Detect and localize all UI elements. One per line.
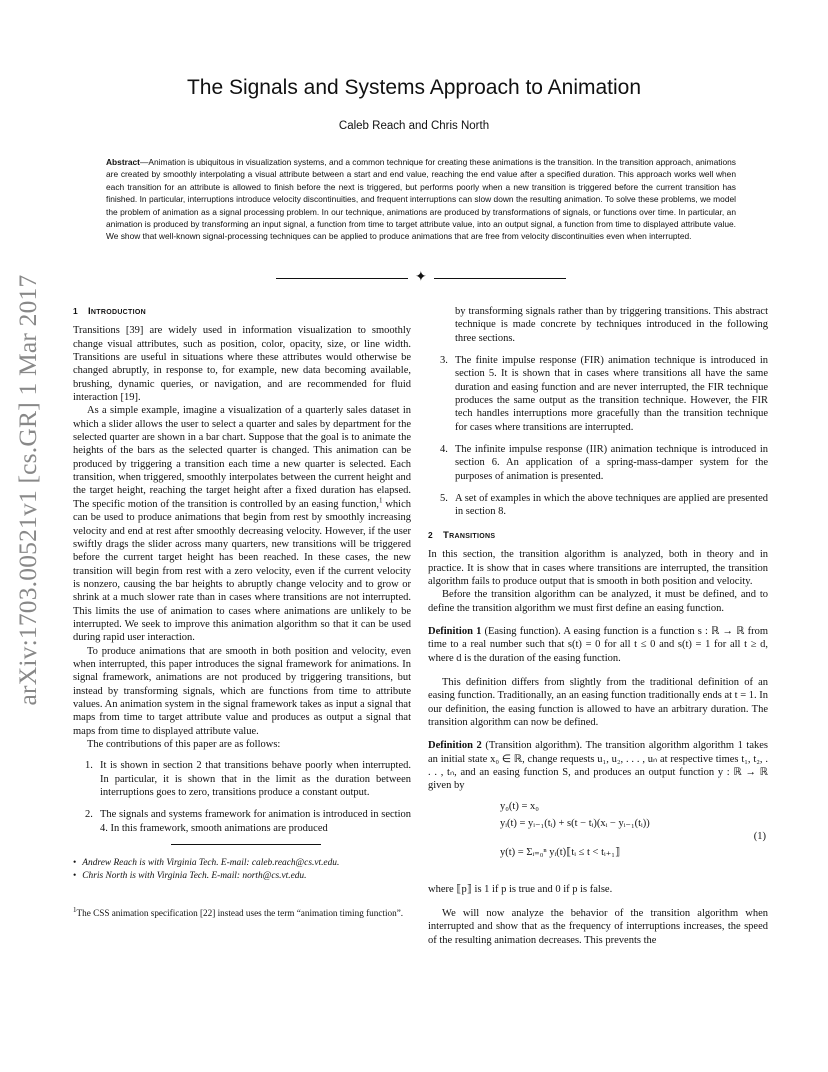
list-item-continued: by transforming signals rather than by triggering transitions. This abstract technique is made concrete by techniques introduced in the following three sections. <box>455 306 768 344</box>
equation-1 <box>428 800 768 874</box>
section-divider <box>276 270 566 285</box>
divider-line-right <box>434 278 566 279</box>
paper-authors: Caleb Reach and Chris North <box>338 120 490 132</box>
abstract <box>106 156 736 243</box>
section-1-heading <box>73 305 411 318</box>
section-title: Introduction <box>87 306 146 317</box>
transitions-paragraph-5: We will now analyze the behavior of the transition algorithm when interrupted and show that as the frequency of interruptions increases, the speed of the resulting animation decreases. This prevents the <box>428 908 768 946</box>
abstract-text: —Animation is ubiquitous in visualization systems, and a common technique for creating these animations is the transition. In the transition approach, animations are created by smoothly interpolating a visual attribute between a start and end value, reaching the end value after a specified duration. This approach works well when each transition for an attribute is allowed to finish before the next is triggered, but performs poorly when a new transition is triggered before the current transition has finished. In particular, interruptions introduce velocity discontinuities, and frequent interruptions can slow down the resulting animation. To solve these problems, we model the problem of animation as a signal processing problem. In our technique, animations are produced by transformations of signals, or functions over time. In particular, an animation is produced by transforming an input signal, a function from time to target attribute value, into an output signal, a function from time to displayed attribute value. We show that well-known signal-processing techniques can be applied to produce animations that are free from velocity discontinuities even when interrupted. <box>106 157 736 242</box>
equation-line-3: y(t) = Σᵢ₌₀ⁿ yᵢ(t)⟦tᵢ ≤ t < tᵢ₊₁⟧ <box>500 846 621 858</box>
affiliations <box>73 857 411 883</box>
affiliation-1: • Andrew Reach is with Virginia Tech. E-mail: caleb.reach@cs.vt.edu. <box>73 857 340 868</box>
equation-number: (1) <box>753 830 766 842</box>
abstract-label: Abstract <box>106 157 140 167</box>
intro-paragraph-2 <box>73 404 411 644</box>
affiliation-2: • Chris North is with Virginia Tech. E-mail: north@cs.vt.edu. <box>73 870 307 881</box>
left-column <box>73 305 411 919</box>
definition-1: Definition 1 (Easing function). A easing function is a function s : ℝ → ℝ from time to a real number such that s(t) = 0 for all t ≤ 0 and s(t) = 1 for all t ≥ d, where d is the duration of the easing function. <box>428 625 768 664</box>
arxiv-stamp: arXiv:1703.00521v1 [cs.GR] 1 Mar 2017 <box>13 274 42 706</box>
list-item: 1. It is shown in section 2 that transitions behave poorly when interrupted. In particular, it is shown that in the limit as the duration between interruptions goes to zero, transitions produce a constant output. <box>85 760 411 799</box>
transitions-paragraph-2: Before the transition algorithm can be analyzed, it must be defined, and to define the transition algorithm we must first define an easing function. <box>428 589 768 614</box>
footnote: $^1$The CSS animation specification [22] instead uses the term “animation timing function”. <box>73 905 404 918</box>
equation-line-1: y₀(t) = x₀ <box>500 800 539 812</box>
definition-2: Definition 2 (Transition algorithm). The transition algorithm algorithm 1 takes an initial state x₀ ∈ ℝ, change requests u₁, u₂, . . . , uₙ at respective times t₁, t₂, . . . , tₙ, and an easing function S, and produces an output function y : ℝ → ℝ given by <box>428 740 769 792</box>
footnote-mark: 1 <box>378 496 383 505</box>
right-column <box>428 305 768 947</box>
paper-title: The Signals and Systems Approach to Animation <box>186 76 642 99</box>
divider-star-icon: ✦ <box>415 270 427 285</box>
intro-paragraph-2-text: As a simple example, imagine a visualization of a quarterly sales dataset in which a slider allows the user to select a quarter and sales by department for the selected quarter are shown in a bar chart. Suppose that the goal is to animate the heights of the bars as the selected quarter is changed. This animation can be produced by triggering a transition each time a new quarter is selected. Each transition, when triggered, smoothly interpolates between the current height and the target height, reaching the target height after a fixed duration has elapsed. The specific motion of the transition is controlled by an easing function, <box>73 405 411 510</box>
equation-line-2: yᵢ(t) = yᵢ₋₁(tᵢ) + s(t − tᵢ)(xᵢ − yᵢ₋₁(tᵢ)) <box>500 817 650 829</box>
contributions-list-part-1 <box>73 759 411 835</box>
section-title: Transitions <box>442 529 496 541</box>
contributions-list-part-2 <box>428 305 768 519</box>
footnote-rule <box>171 844 321 845</box>
intro-paragraph-2-rest: which can be used to produce animations that begin from rest by smoothly increasing velocity and end at rest after smoothly decreasing velocity. However, if the user swiftly drags the slider across many quarters, new transitions will be triggered before the current target height has been reached. In these cases, the new transition will begin from rest with a zero velocity, even if the current velocity is nonzero, causing the bar heights to abruptly change velocity and to grow or shrink at a much slower rate than in cases where transitions are not interrupted. This limits the use of animation to cases where animations are unlikely to be interrupted. We seek to improve this animation algorithm so that it can be used during rapid user interaction. <box>73 498 411 644</box>
intro-paragraph-3: To produce animations that are smooth in both position and velocity, even when interrupted, this paper introduces the signal framework for animations. In signal framework, animations are not produced by triggering transitions, but instead by transforming signals, which are functions from time to attribute values. An animation system in the signal framework takes as input a signal that maps from time to target attribute value and produces as output a signal that maps from time to displayed attribute value. <box>73 645 411 737</box>
list-item: 3. The finite impulse response (FIR) animation technique is introduced in section 5. It is shown that in cases where transitions all have the same duration and easing function and are never interrupted, the FIR technique produces the same output as the transition technique. However, the FIR tech handles interruptions more gracefully than the transition technique for cases where transitions are interrupted. <box>440 355 768 433</box>
list-item: 5. A set of examples in which the above techniques are applied are presented in section 8. <box>440 493 768 518</box>
list-item: 4. The infinite impulse response (IIR) animation technique is introduced in section 6. An application of a spring-mass-damper system for the purposes of animation is presented. <box>440 444 768 482</box>
section-2-heading <box>428 529 768 542</box>
list-item: 2. The signals and systems framework for animation is introduced in section 4. In this framework, smooth animations are produced <box>85 809 411 834</box>
section-number: 2 <box>428 529 433 540</box>
divider-line-left <box>276 278 408 279</box>
intro-paragraph-1: Transitions [39] are widely used in information visualization to smoothly change visual attributes, such as position, color, opacity, size, or line width. Transitions are useful in situations where these attributes would otherwise be changed abruptly, in response to, for example, new data becoming available, brushing, dynamic queries, or navigation, and are recommended for fluid interaction [19]. <box>73 325 411 404</box>
transitions-paragraph-4: where ⟦p⟧ is 1 if p is true and 0 if p is false. <box>428 883 613 895</box>
transitions-paragraph-1: In this section, the transition algorithm is analyzed, both in theory and in practice. It is show that in cases where transitions are interrupted, the transition algorithm fails to produce output that is smooth in both position and velocity. <box>428 549 768 587</box>
transitions-paragraph-3: This definition differs from slightly from the traditional definition of an easing function. Traditionally, an an easing function traditionally ends at t = 1. In our definition, the easing function is allowed to have an arbitrary duration. The transition algorithm can now be defined. <box>428 676 769 728</box>
intro-paragraph-4: The contributions of this paper are as follows: <box>87 739 281 750</box>
section-number: 1 <box>73 306 78 316</box>
